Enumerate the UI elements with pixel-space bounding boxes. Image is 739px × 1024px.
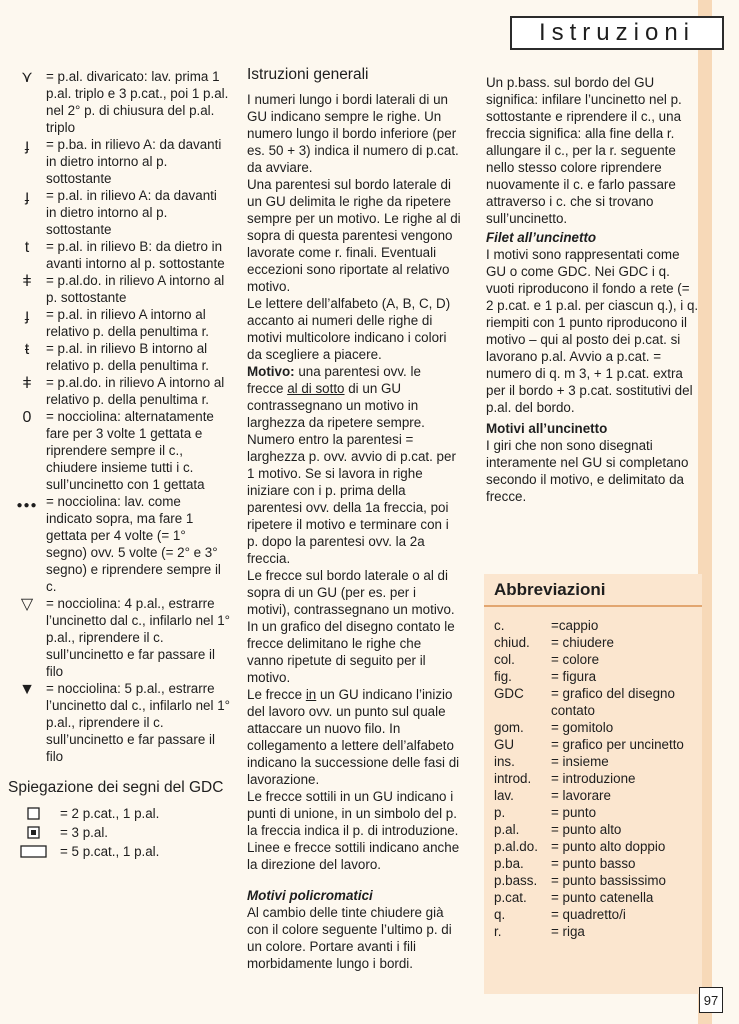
gdc-legend-text: = 2 p.cat., 1 p.al. [60,806,160,821]
abbreviation-value: = punto alto [551,822,622,837]
symbol-description: = p.ba. in rilievo A: da davanti in dietro intorno al p. sottostante [46,137,222,186]
symbol-description: = p.al. in rilievo B: da dietro in avanti intorno al p. sottostante [46,239,225,271]
symbol-entry [8,408,230,493]
abbreviation-key: q. [494,907,506,922]
popcorn-split-icon: ⋎ [21,69,33,86]
symbol-entry [8,68,230,136]
gdc-legend-row [8,823,230,842]
abbreviation-key: p.al.do. [494,839,538,854]
symbol-entry [8,187,230,238]
abbreviations-divider [484,605,702,607]
abbreviation-value: = colore [551,652,600,667]
motivo-text: una parentesi ovv. le frecce [247,364,421,396]
relief-tr-a-icon: ǂ [22,273,32,290]
symbol-description: = p.al.do. in rilievo A intorno al p. sottostante [46,273,225,305]
symbol-entry [8,680,230,765]
general-paragraph: I numeri lungo i bordi laterali di un GU indicano sempre le righe. Un numero lungo il bordo inferiore (per es. 50 + 3) indica il numero di p.cat. da avviare. [247,92,459,175]
abbreviation-value: = grafico per uncinetto [551,737,684,752]
abbreviation-key: col. [494,652,515,667]
abbreviation-row [484,804,702,821]
abbreviation-row [484,617,702,634]
symbol-entry [8,238,230,272]
abbreviation-value: = figura [551,669,597,684]
abbreviation-value: = punto bassissimo [551,873,666,888]
gdc-legend-text: = 3 p.al. [60,825,109,840]
filet-text: I motivi sono rappresentati come GU o come GDC. Nei GDC i q. vuoti riproducono il fondo a rete (= 2 p.cat. e 1 p.al. per ciascun q.), i q. riempiti con 1 punto riproducono il motivo – qui al posto dei p.cat. si lavorano p.al. Avvio a p.cat. = numero di q. m 3, + 1 p.cat. extra per il bordo + 3 p.cat. sostitutivi del p.al. del bordo. [486,247,699,415]
abbreviations-title: Abbreviazioni [494,580,606,599]
relief-dc-a-icon: ɟ [24,188,30,205]
abbreviation-value: = punto basso [551,856,636,871]
general-instructions-column [247,66,461,972]
puff-stitch-icon: 0 [22,409,32,426]
symbol-entry [8,136,230,187]
relief-dc-b-icon: t [24,239,30,256]
abbreviation-key: GU [494,737,515,752]
abbreviation-key: GDC [494,686,524,701]
symbols-list [8,68,230,765]
empty-square-icon [8,807,60,820]
motivi-title: Motivi all’uncinetto [486,421,608,436]
general-paragraph: In un grafico del disegno contato le frecce delimitano le righe che vanno ripetute di seguito per il motivo. [247,619,455,685]
abbreviation-row [484,651,702,668]
general-paragraph: Una parentesi sul bordo laterale di un GU delimita le righe da ripetere sempre per un motivo. Le righe al di sopra di questa parentesi vengono lavorate come r. finali. Eventuali eccezioni sono riportate al relativo motivo. [247,177,461,294]
abbreviation-value: = chiudere [551,635,614,650]
abbreviation-key: p.ba. [494,856,524,871]
abbreviation-key: chiud. [494,635,530,650]
arrows-underline: in [305,687,317,702]
gdc-legend-row [8,842,230,861]
filet-title: Filet all’uncinetto [486,230,597,245]
abbreviation-row [484,668,702,685]
gdc-legend [8,804,230,861]
motivo-text: di un GU contrassegnano un motivo in larghezza da ripetere sempre. Numero entro la parentesi = larghezza p. ovv. avvio di p.cat. per 1 motivo. Se si lavora in righe iniziare con i p. prima della parentesi ovv. della 1a freccia, poi ripetere il motivo e terminare con i p. dopo la parentesi ovv. la 2a freccia. [247,381,456,566]
abbreviation-key: p.al. [494,822,520,837]
abbreviations-list [484,617,702,940]
abbreviation-key: p.cat. [494,890,527,905]
symbol-description: = p.al. in rilievo A intorno al relativo p. della penultima r. [46,307,210,339]
relief-dc-b-prev-icon: ŧ [24,341,30,358]
gdc-legend-text: = 5 p.cat., 1 p.al. [60,844,160,859]
general-paragraph: Le frecce sottili in un GU indicano i punti di unione, in un simbolo del p. la freccia indica il p. di introduzione. Linee e frecce sottili indicano anche la direzione del lavoro. [247,789,460,872]
abbreviation-key: c. [494,618,505,633]
abbreviation-key: r. [494,924,502,939]
abbreviation-row [484,821,702,838]
abbreviation-row [484,889,702,906]
symbol-entry [8,340,230,374]
relief-tr-a-prev-icon: ǂ [22,375,32,392]
abbreviation-row [484,906,702,923]
abbreviation-value: = lavorare [551,788,611,803]
abbreviation-value: = introduzione [551,771,636,786]
abbreviation-row [484,872,702,889]
general-title: Istruzioni generali [247,66,369,83]
section-title: Istruzioni [538,19,696,46]
policromatici-text: Al cambio delle tinte chiudere già con il colore seguente l’ultimo p. di un colore. Portare avanti i fili morbidamente lungo i bordi. [247,905,452,971]
abbreviation-key: lav. [494,788,514,803]
section-header [510,16,724,50]
abbreviation-row [484,838,702,855]
abbreviation-row [484,719,702,736]
symbol-entry [8,306,230,340]
abbreviation-row [484,753,702,770]
abbreviation-value: = punto catenella [551,890,654,905]
filled-triangle-icon: ▼ [19,681,35,698]
motivo-label: Motivo: [247,364,295,379]
symbol-description: = nocciolina: 4 p.al., estrarre l’uncinetto dal c., infilarlo nel 1° p.al., riprendere il c. sull’uncinetto e far passare il filo [46,596,230,679]
symbol-entry [8,374,230,408]
abbreviations-panel [484,574,702,994]
arrows-paragraph [247,686,461,788]
abbreviation-row [484,685,702,719]
abbreviation-value: = punto alto doppio [551,839,666,854]
abbreviation-value: =cappio [551,618,599,633]
abbreviation-value: = grafico del disegno contato [551,686,675,718]
gdc-legend-title: Spiegazione dei segni del GDC [8,779,224,796]
symbols-column [8,68,230,861]
abbreviation-row [484,770,702,787]
symbol-description: = nocciolina: lav. come indicato sopra, ma fare 1 gettata per 4 volte (= 1° segno) ovv. 5 volte (= 2° e 3° segno) e riprendere sempre il c. [46,494,221,594]
motivo-paragraph [247,363,461,567]
relief-sc-icon: ɟ [24,137,30,154]
arrows-text: un GU indicano l’inizio del lavoro ovv. un punto sul quale attaccare un nuovo filo. In collegamento a lettere dell’alfabeto indicano la successione delle fasi di lavorazione. [247,687,460,787]
abbreviation-value: = punto [551,805,597,820]
abbreviation-value: = gomitolo [551,720,614,735]
abbreviation-row [484,736,702,753]
motivi-text: I giri che non sono disegnati interamente nel GU si completano secondo il motivo, e delimitato da frecce. [486,438,689,504]
abbreviation-key: gom. [494,720,524,735]
abbreviation-row [484,855,702,872]
puff-stitch-filled-icon: ●●● [16,500,38,511]
abbreviation-key: ins. [494,754,515,769]
filled-square-icon [8,826,60,839]
symbol-description: = p.al. divaricato: lav. prima 1 p.al. triplo e 3 p.cat., poi 1 p.al. nel 2° p. di chiusura del p.al. triplo [46,69,229,135]
abbreviation-key: introd. [494,771,532,786]
open-triangle-icon: ▽ [20,596,34,613]
symbol-entry [8,272,230,306]
abbreviation-key: fig. [494,669,512,684]
page-number: 97 [699,987,723,1013]
right-column [486,74,700,505]
general-paragraph: Le frecce sul bordo laterale o al di sopra di un GU (per es. per i motivi), contrassegnano un motivo. [247,568,455,617]
relief-dc-a-prev-icon: ɟ [24,307,30,324]
abbreviation-row [484,923,702,940]
gdc-legend-row [8,804,230,823]
abbreviation-value: = quadretto/i [551,907,626,922]
symbol-entry [8,595,230,680]
symbol-description: = p.al. in rilievo A: da davanti in dietro intorno al p. sottostante [46,188,217,237]
symbol-description: = nocciolina: alternatamente fare per 3 volte 1 gettata e riprendere sempre il c., chiudere insieme tutti i c. sull’uncinetto con 1 gettata [46,409,214,492]
abbreviation-row [484,787,702,804]
abbreviation-key: p.bass. [494,873,538,888]
abbreviation-value: = insieme [551,754,609,769]
general-paragraph: Le lettere dell’alfabeto (A, B, C, D) accanto ai numeri delle righe di motivi multicolore indicano i colori da scegliere a piacere. [247,296,451,362]
policromatici-title: Motivi policromatici [247,888,373,903]
symbol-entry [8,493,230,595]
arrows-text: Le frecce [247,687,306,702]
abbreviation-value: = riga [551,924,585,939]
wide-rect-icon [8,845,60,858]
policromatici-text-cont: Un p.bass. sul bordo del GU significa: infilare l’uncinetto nel p. sottostante e riprendere il c., una freccia significa: alla fine della r. allungare il c., per la r. seguente nello stesso colore riprendere nuovamente il c. e farlo passare attraverso i c. che si trovano sull’uncinetto. [486,75,682,226]
symbol-description: = p.al. in rilievo B intorno al relativo p. della penultima r. [46,341,210,373]
motivo-underline: al di sotto [287,381,345,396]
abbreviation-key: p. [494,805,506,820]
abbreviation-row [484,634,702,651]
symbol-description: = nocciolina: 5 p.al., estrarre l’uncinetto dal c., infilarlo nel 1° p.al., riprendere il c. sull’uncinetto e far passare il filo [46,681,230,764]
symbol-description: = p.al.do. in rilievo A intorno al relativo p. della penultima r. [46,375,225,407]
